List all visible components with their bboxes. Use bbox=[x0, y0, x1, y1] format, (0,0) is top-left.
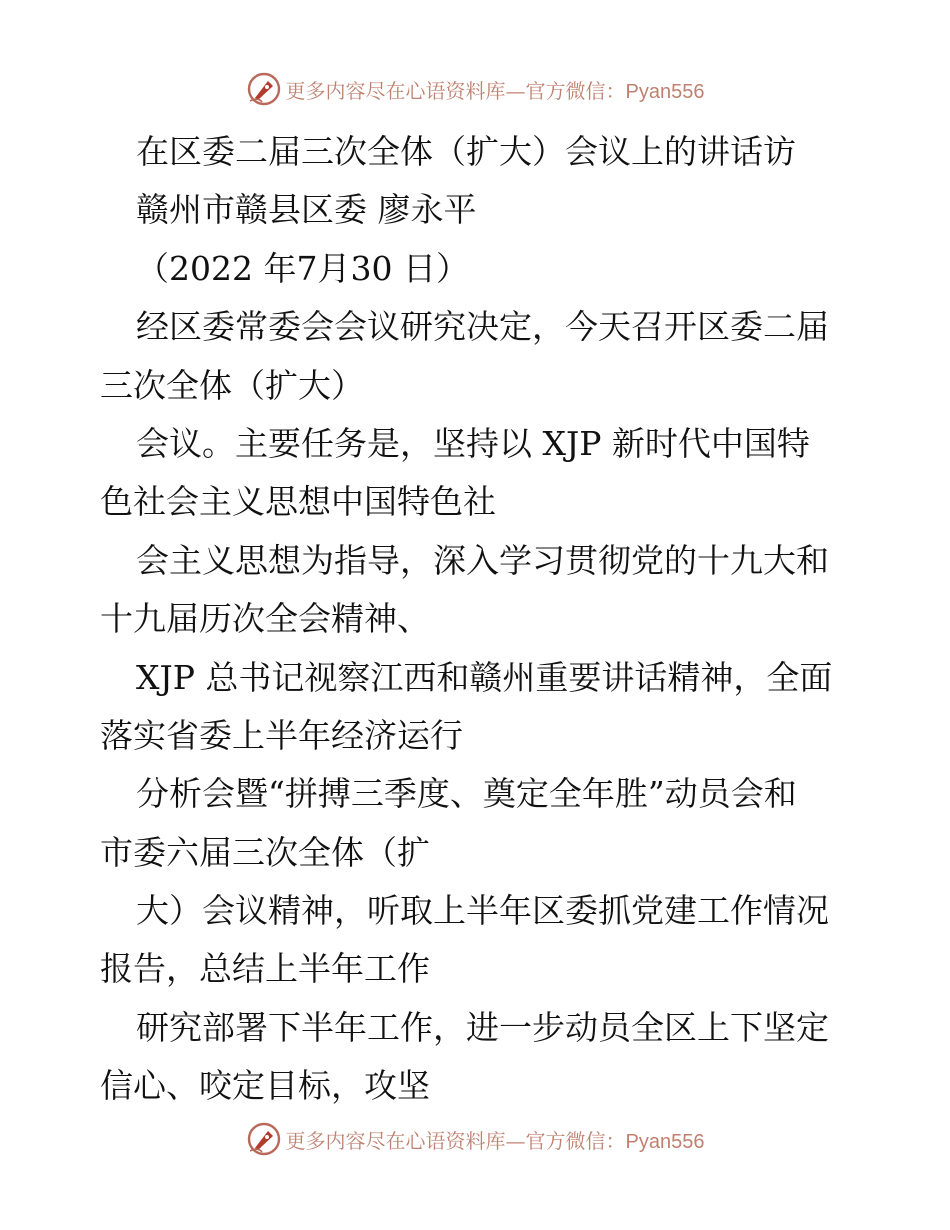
footer-banner bbox=[0, 1121, 950, 1161]
paragraph-line: 色社会主义思想中国特色社 bbox=[100, 482, 496, 522]
banner-text: 更多内容尽在心语资料库—官方微信： bbox=[285, 78, 626, 103]
paragraph-line: 会主义思想为指导，深入学习贯彻党的十九大和 bbox=[136, 540, 829, 580]
paragraph-line: 会议。主要任务是，坚持以 XJP 新时代中国特 bbox=[136, 423, 810, 463]
document-author: 赣州市赣县区委 廖永平 bbox=[136, 190, 477, 230]
header-banner bbox=[0, 71, 950, 111]
paragraph-line: 十九届历次全会精神、 bbox=[100, 599, 430, 639]
paragraph-line: XJP 总书记视察江西和赣州重要讲话精神，全面 bbox=[136, 657, 833, 697]
paragraph-line: 三次全体（扩大） bbox=[100, 365, 364, 405]
banner-account: Pyan556 bbox=[625, 1130, 705, 1153]
document-date: （2022 年7月30 日） bbox=[136, 248, 469, 288]
paragraph-line: 信心、咬定目标，攻坚 bbox=[100, 1066, 430, 1106]
pen-nib-logo-icon bbox=[246, 1121, 282, 1157]
paragraph-line: 市委六届三次全体（扩 bbox=[100, 832, 430, 872]
pen-nib-logo-icon bbox=[246, 71, 282, 107]
paragraph-line: 研究部署下半年工作，进一步动员全区上下坚定 bbox=[136, 1007, 829, 1047]
paragraph-line: 经区委常委会会议研究决定，今天召开区委二届 bbox=[136, 307, 829, 347]
document-body bbox=[100, 123, 860, 1116]
banner-account: Pyan556 bbox=[625, 80, 705, 103]
paragraph-line: 报告，总结上半年工作 bbox=[100, 949, 430, 989]
document-title: 在区委二届三次全体（扩大）会议上的讲话访 bbox=[136, 132, 796, 171]
paragraph-line: 分析会暨“拼搏三季度、奠定全年胜”动员会和 bbox=[136, 774, 797, 814]
paragraph-line: 落实省委上半年经济运行 bbox=[100, 715, 463, 755]
banner-text: 更多内容尽在心语资料库—官方微信： bbox=[285, 1128, 626, 1153]
paragraph-line: 大）会议精神，听取上半年区委抓党建工作情况 bbox=[136, 891, 829, 931]
